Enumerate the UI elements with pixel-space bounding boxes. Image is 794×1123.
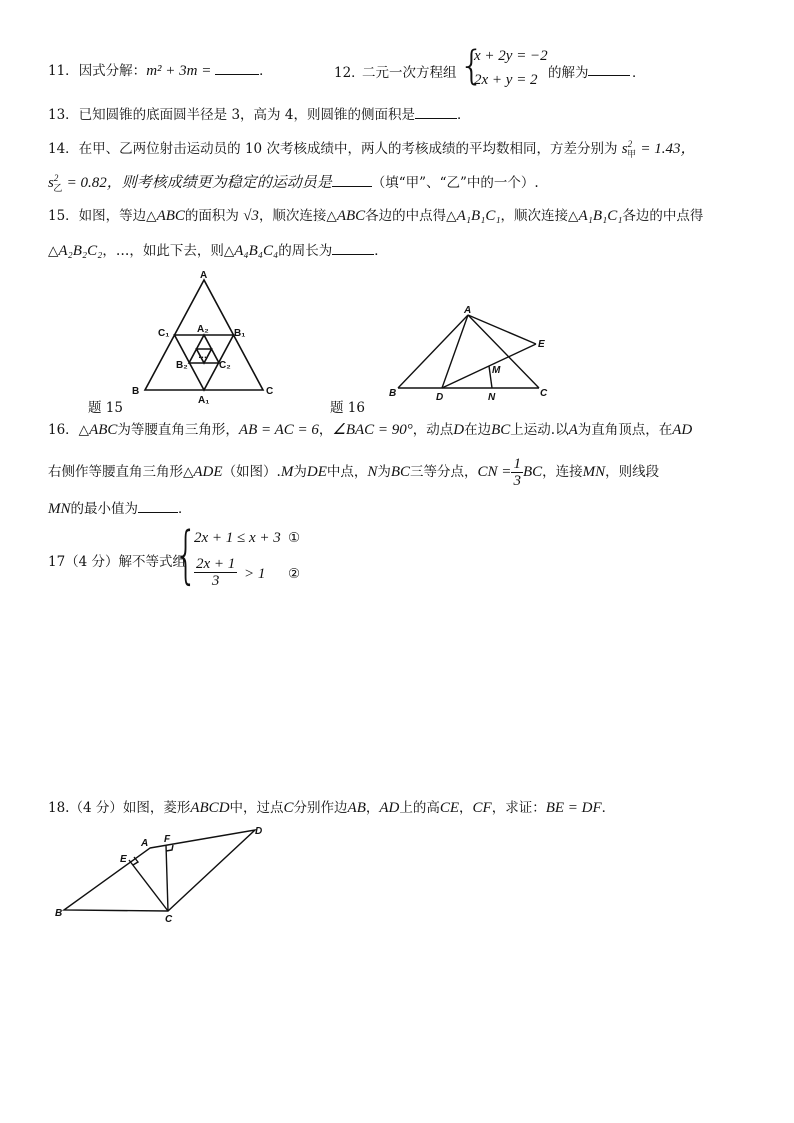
q15-line2-a: △: [48, 243, 59, 259]
q17-mark-2: ②: [288, 566, 301, 582]
q16-t2b: ADE: [193, 464, 223, 480]
figure-18: [50, 824, 270, 924]
fig15-dots: …: [198, 350, 207, 360]
q16-t3a: MN: [48, 501, 71, 517]
q15-a1b1c1-2: A₁B₁C₁: [578, 208, 623, 224]
q15-answer-blank[interactable]: [332, 240, 374, 255]
q16-t2a: 右侧作等腰直角三角形△: [48, 464, 194, 480]
fig18-label-a: A: [141, 838, 149, 849]
q16-t3b: 的最小值为: [70, 501, 138, 517]
fig16-label-e: E: [538, 339, 545, 350]
q18-td: C: [283, 800, 294, 816]
q18-tf: AB: [347, 800, 366, 816]
fig16-label-n: N: [488, 392, 496, 403]
question-16-line-3: [48, 498, 192, 519]
question-18: [48, 798, 615, 818]
question-14-line-2: [48, 168, 539, 198]
q16-t2m: BC: [522, 464, 543, 480]
question-13: [48, 104, 470, 125]
fig15-label-b2: B₂: [176, 360, 188, 371]
q15-text-e: ，顺次连接△: [258, 208, 337, 224]
q13-text: 13．已知圆锥的底面圆半径是 3，高为 4，则圆锥的侧面积是: [48, 107, 415, 123]
q18-tg: ，: [365, 800, 380, 816]
q15-a4b4c4: A₄B₄C₄: [234, 243, 279, 259]
q15-line2-c: ，…，如此下去，则△: [102, 243, 235, 259]
q15-line2-e: 的周长为: [278, 243, 333, 259]
q11-answer-blank[interactable]: [215, 60, 259, 75]
q11-number: 11．: [48, 63, 79, 79]
q12-answer-blank[interactable]: [588, 61, 630, 76]
q16-t2d: M: [280, 464, 294, 480]
fig18-label-d: D: [255, 826, 263, 837]
q15-text-c: 的面积为: [184, 208, 239, 224]
fig18-label-c: C: [165, 914, 173, 924]
q18-ti: 上的高: [399, 800, 440, 816]
fig15-label-c2: C₂: [219, 360, 231, 371]
q12-prompt: 二元一次方程组: [362, 65, 457, 81]
q16-answer-blank[interactable]: [138, 498, 178, 513]
figure-15: [120, 268, 300, 408]
fig18-height-cf: [166, 845, 168, 911]
q12-brace: {: [459, 43, 485, 89]
figure-16: [384, 300, 564, 410]
q12-equation-2: 2x + y = 2: [474, 72, 538, 88]
q16-t1h: D: [453, 422, 465, 438]
q16-t2k: 三等分点，: [410, 464, 478, 480]
fig15-label-b1: B₁: [234, 328, 246, 339]
fig18-height-ce: [129, 860, 168, 911]
fig15-label-c: C: [266, 386, 274, 397]
q15-abc-2: ABC: [336, 208, 366, 224]
q16-t1f: ∠BAC = 90°: [332, 422, 413, 438]
fig15-label-a: A: [200, 270, 208, 281]
q15-text-a: 15．如图，等边△: [48, 208, 157, 224]
fig18-label-b: B: [55, 908, 63, 919]
q18-tl: CF: [472, 800, 492, 816]
question-15-line-2: [48, 240, 388, 261]
q16-t2f: DE: [306, 464, 327, 480]
caption-15: 题 15: [88, 400, 123, 416]
q15-text-i: ，顺次连接△: [500, 208, 579, 224]
q16-fraction: $\frac{1}{3}$: [513, 456, 521, 489]
question-17: [48, 518, 348, 594]
q16-t2l: CN =: [477, 464, 512, 480]
q16-t2c: （如图）.: [222, 464, 281, 480]
fig15-label-a1: A₁: [198, 395, 210, 406]
q16-t1e: ，: [318, 422, 333, 438]
q14-var-jia-symbol: $s^2_甲$: [621, 139, 637, 159]
q16-t2h: N: [367, 464, 378, 480]
q17-prefix: 17（4 分）解不等式组: [48, 554, 187, 570]
q16-t2i: 为: [377, 464, 391, 480]
q13-end: ．: [456, 107, 471, 123]
q14-line-1: 14．在甲、乙两位射击运动员的 10 次考核成绩中，两人的考核成绩的平均数相同，方差分别为: [48, 141, 618, 157]
q17-inequality-2-rhs: > 1: [244, 566, 266, 582]
fig18-right-angle-f: [166, 845, 173, 851]
fig18-label-f: F: [164, 834, 171, 845]
q15-text-k: 各边的中点得: [622, 208, 704, 224]
q15-area: √3: [243, 208, 259, 224]
q12-suffix: 的解为: [548, 65, 589, 81]
q18-tn: BE = DF: [545, 800, 602, 816]
q16-t1k: 上运动.以: [510, 422, 569, 438]
fig16-label-m: M: [492, 365, 501, 376]
q17-inequality-2-fraction: $\frac{2x + 1}{3}$: [196, 556, 236, 589]
q18-te: 分别作边: [293, 800, 348, 816]
q16-t2o: MN: [582, 464, 606, 480]
q17-brace: {: [174, 518, 198, 591]
q17-mark-1: ①: [288, 530, 301, 546]
fig16-side-ac: [468, 315, 539, 388]
q15-a1b1c1-1: A₁B₁C₁: [456, 208, 501, 224]
fig16-side-ab: [398, 315, 468, 388]
question-14-line-1: [48, 134, 696, 164]
q16-t1a: 16．△: [48, 422, 90, 438]
q16-t2p: ，则线段: [605, 464, 660, 480]
q16-t1m: 为直角顶点，在: [577, 422, 673, 438]
q14-var-yi-symbol: $s^2_乙$: [48, 173, 63, 193]
q14-line-2-end: （填“甲”、“乙”中的一个）.: [371, 175, 539, 191]
q18-tk: ，: [459, 800, 473, 816]
fig18-right-angle-e: [133, 857, 138, 865]
q16-t1j: BC: [491, 422, 511, 438]
fig15-label-b: B: [132, 386, 140, 397]
q16-t1b: ABC: [89, 422, 118, 438]
question-15-line-1: [48, 206, 703, 226]
q11-end: ．: [259, 63, 273, 79]
q12-end: ．: [632, 65, 646, 81]
q18-tm: ，求证：: [491, 800, 546, 816]
q15-a2b2c2: A₂B₂C₂: [58, 243, 103, 259]
caption-16: 题 16: [330, 400, 365, 416]
q14-answer-blank[interactable]: [332, 172, 372, 187]
q11-prompt: 因式分解：: [78, 63, 147, 79]
q16-t1c: 为等腰直角三角形，: [117, 422, 239, 438]
q18-tj: CE: [439, 800, 460, 816]
question-11: [48, 60, 273, 81]
fig15-label-c1: C₁: [158, 328, 170, 339]
q16-t2g: 中点，: [326, 464, 368, 480]
q13-answer-blank[interactable]: [415, 104, 457, 119]
q15-line2-end: ．: [374, 243, 388, 259]
fig16-side-ae: [468, 315, 536, 344]
q16-t2j: BC: [390, 464, 411, 480]
q18-tb: ABCD: [190, 800, 230, 816]
fig15-label-a2: A₂: [197, 324, 209, 335]
question-16-line-1: [48, 420, 692, 440]
q15-text-g: 各边的中点得△: [365, 208, 457, 224]
q18-to: ．: [601, 800, 616, 816]
q12-number: 12．: [334, 65, 365, 81]
q16-t2n: ，连接: [542, 464, 583, 480]
fig16-label-c: C: [540, 388, 548, 399]
q18-tc: 中，过点: [229, 800, 284, 816]
q18-ta: 18.（4 分）如图，菱形: [48, 800, 191, 816]
q14-var-jia-value: = 1.43，: [640, 141, 696, 157]
q14-var-yi-value: = 0.82，则考核成绩更为稳定的运动员是: [66, 175, 332, 191]
fig16-label-a: A: [464, 305, 472, 316]
q15-abc-1: ABC: [156, 208, 185, 224]
q12-equation-1: x + 2y = −2: [474, 48, 548, 64]
fig18-label-e: E: [120, 854, 127, 865]
q11-expression: m² + 3m =: [146, 63, 216, 79]
q16-t2e: 为: [293, 464, 307, 480]
q16-t1i: 在边: [464, 422, 492, 438]
fig16-label-d: D: [436, 392, 444, 403]
q16-t1g: ，动点: [412, 422, 454, 438]
q18-th: AD: [379, 800, 400, 816]
q16-t1n: AD: [672, 422, 693, 438]
fig16-label-b: B: [389, 388, 397, 399]
q17-inequality-1: 2x + 1 ≤ x + 3: [194, 530, 281, 546]
question-16-line-2: [48, 456, 659, 489]
q16-t1d: AB = AC = 6: [238, 422, 319, 438]
q16-t3-end: ．: [178, 501, 192, 517]
q16-t1l: A: [568, 422, 578, 438]
